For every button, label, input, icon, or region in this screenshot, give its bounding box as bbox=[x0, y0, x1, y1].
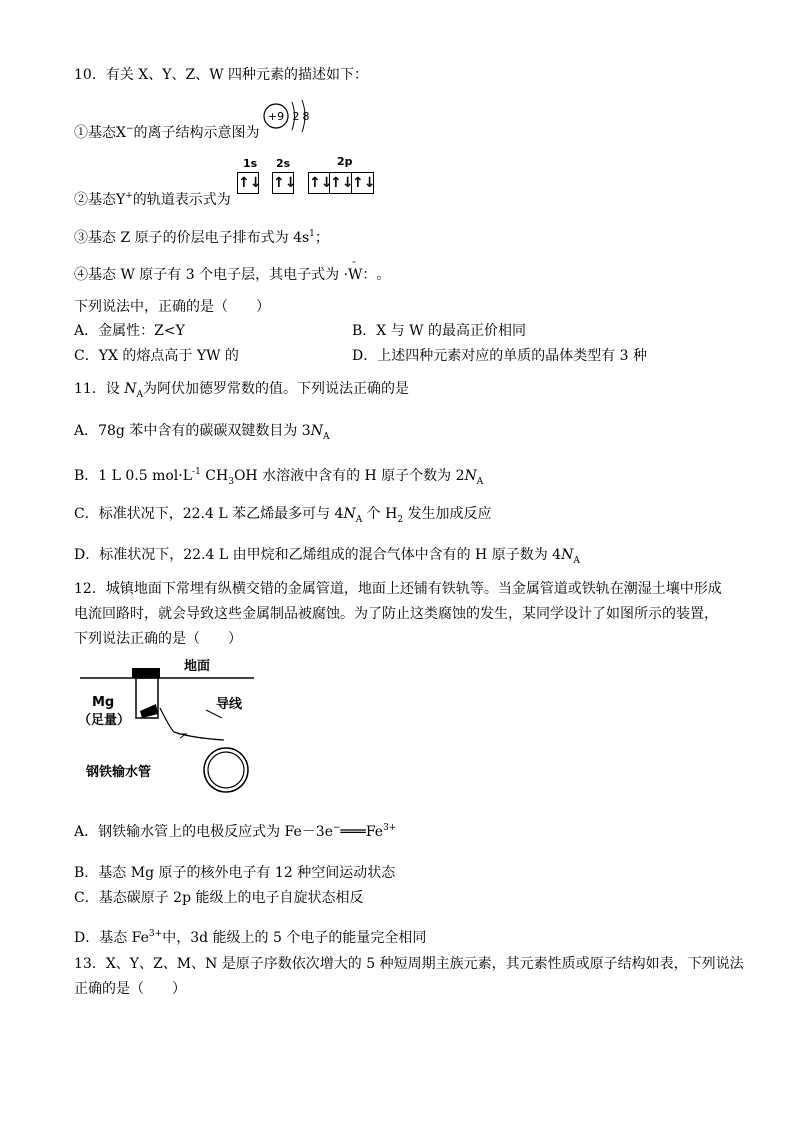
orbital-2p-box-1: ↑↓ bbox=[308, 172, 330, 194]
orbital-2p-label: 2p bbox=[337, 155, 353, 168]
orbital-2s-box: ↑↓ bbox=[272, 172, 294, 194]
q12-option-b[interactable]: B．基态 Mg 原子的核外电子有 12 种空间运动状态 bbox=[74, 865, 396, 881]
q10-option-c[interactable]: C．YX 的熔点高于 YW 的 bbox=[74, 348, 239, 364]
q10-option-a[interactable]: A．金属性：Z<Y bbox=[74, 323, 185, 339]
q13-stem-line1: 13．X、Y、Z、M、N 是原子序数依次增大的 5 种短周期主族元素，其元素性质或原子结构如表，下列说法 bbox=[74, 956, 744, 972]
label-mg: Mg bbox=[92, 695, 115, 710]
q11-option-c[interactable]: C．标准状况下，22.4 L 苯乙烯最多可与 $4N_A$ 个 $H_2$ 发生加成反应 bbox=[74, 506, 492, 525]
label-wire: 导线 bbox=[216, 697, 243, 712]
q10-stem: 10．有关 X、Y、Z、W 四种元素的描述如下： bbox=[74, 67, 369, 83]
q12-option-c[interactable]: C．基态碳原子 2p 能级上的电子自旋状态相反 bbox=[74, 890, 364, 906]
cathodic-protection-figure bbox=[74, 656, 274, 796]
q10-item2: ②基态Y+的轨道表示式为 bbox=[74, 191, 231, 208]
label-pipe: 钢铁输水管 bbox=[86, 765, 152, 780]
q13-stem-line2: 正确的是（ ） bbox=[74, 981, 186, 997]
orbital-2p-box-2: ↑↓ bbox=[330, 172, 352, 194]
q10-item3: ③基态 Z 原子的价层电子排布式为 $4s^1$； bbox=[74, 229, 329, 246]
q10-item4: ④基态 W 原子有 3 个电子层，其电子式为 ·· ·W：。 bbox=[74, 258, 391, 283]
q12-stem-line3: 下列说法正确的是（ ） bbox=[74, 631, 242, 647]
q12-stem-line2: 电流回路时，就会导致这些金属制品被腐蚀。为了防止这类腐蚀的发生，某同学设计了如图所示的装置， bbox=[74, 606, 718, 622]
q12-option-a[interactable]: A．钢铁输水管上的电极反应式为 $Fe-3e^-═══Fe^{3+}$ bbox=[74, 823, 397, 840]
q10-option-d[interactable]: D．上述四种元素对应的单质的晶体类型有 3 种 bbox=[352, 348, 648, 364]
q10-option-b[interactable]: B．X 与 W 的最高正价相同 bbox=[352, 323, 526, 339]
orbital-1s-box: ↑↓ bbox=[237, 172, 259, 194]
q11-stem: 11．设 $N_A$为阿伏加德罗常数的值。下列说法正确的是 bbox=[74, 381, 410, 400]
q11-option-b[interactable]: B．1 L 0.5 $mol\cdot L^{-1}$ $CH_3OH$ 水溶液中含有的 H 原子个数为 $2N_A$ bbox=[74, 467, 484, 487]
q12-stem-line1: 12．城镇地面下常埋有纵横交错的金属管道，地面上还铺有铁轨等。当金属管道或铁轨在潮湿土壤中形成 bbox=[74, 581, 722, 597]
shell-1-electrons: 2 bbox=[292, 110, 300, 123]
q10-item1: ①基态X−的离子结构示意图为 bbox=[74, 124, 260, 141]
orbital-2p-box-3: ↑↓ bbox=[352, 172, 374, 194]
q11-option-a[interactable]: A．78g 苯中含有的碳碳双键数目为 $3N_A$ bbox=[74, 423, 330, 442]
q12-option-d[interactable]: D．基态 $Fe^{3+}$中，3d 能级上的 5 个电子的能量完全相同 bbox=[74, 929, 427, 946]
label-mg-note: （足量） bbox=[78, 713, 131, 728]
orbital-1s-label: 1s bbox=[243, 157, 258, 170]
electron-dot-formula: ·· ·W： bbox=[343, 258, 377, 283]
ion-structure-diagram bbox=[262, 98, 314, 136]
shell-2-electrons: 8 bbox=[302, 110, 310, 123]
nucleus-charge: +9 bbox=[267, 110, 285, 123]
label-ground: 地面 bbox=[184, 659, 211, 674]
orbital-2s-label: 2s bbox=[276, 157, 291, 170]
q11-option-d[interactable]: D．标准状况下，22.4 L 由甲烷和乙烯组成的混合气体中含有的 H 原子数为 $4N_A$ bbox=[74, 547, 580, 566]
q10-ask: 下列说法中，正确的是（ ） bbox=[74, 299, 270, 315]
